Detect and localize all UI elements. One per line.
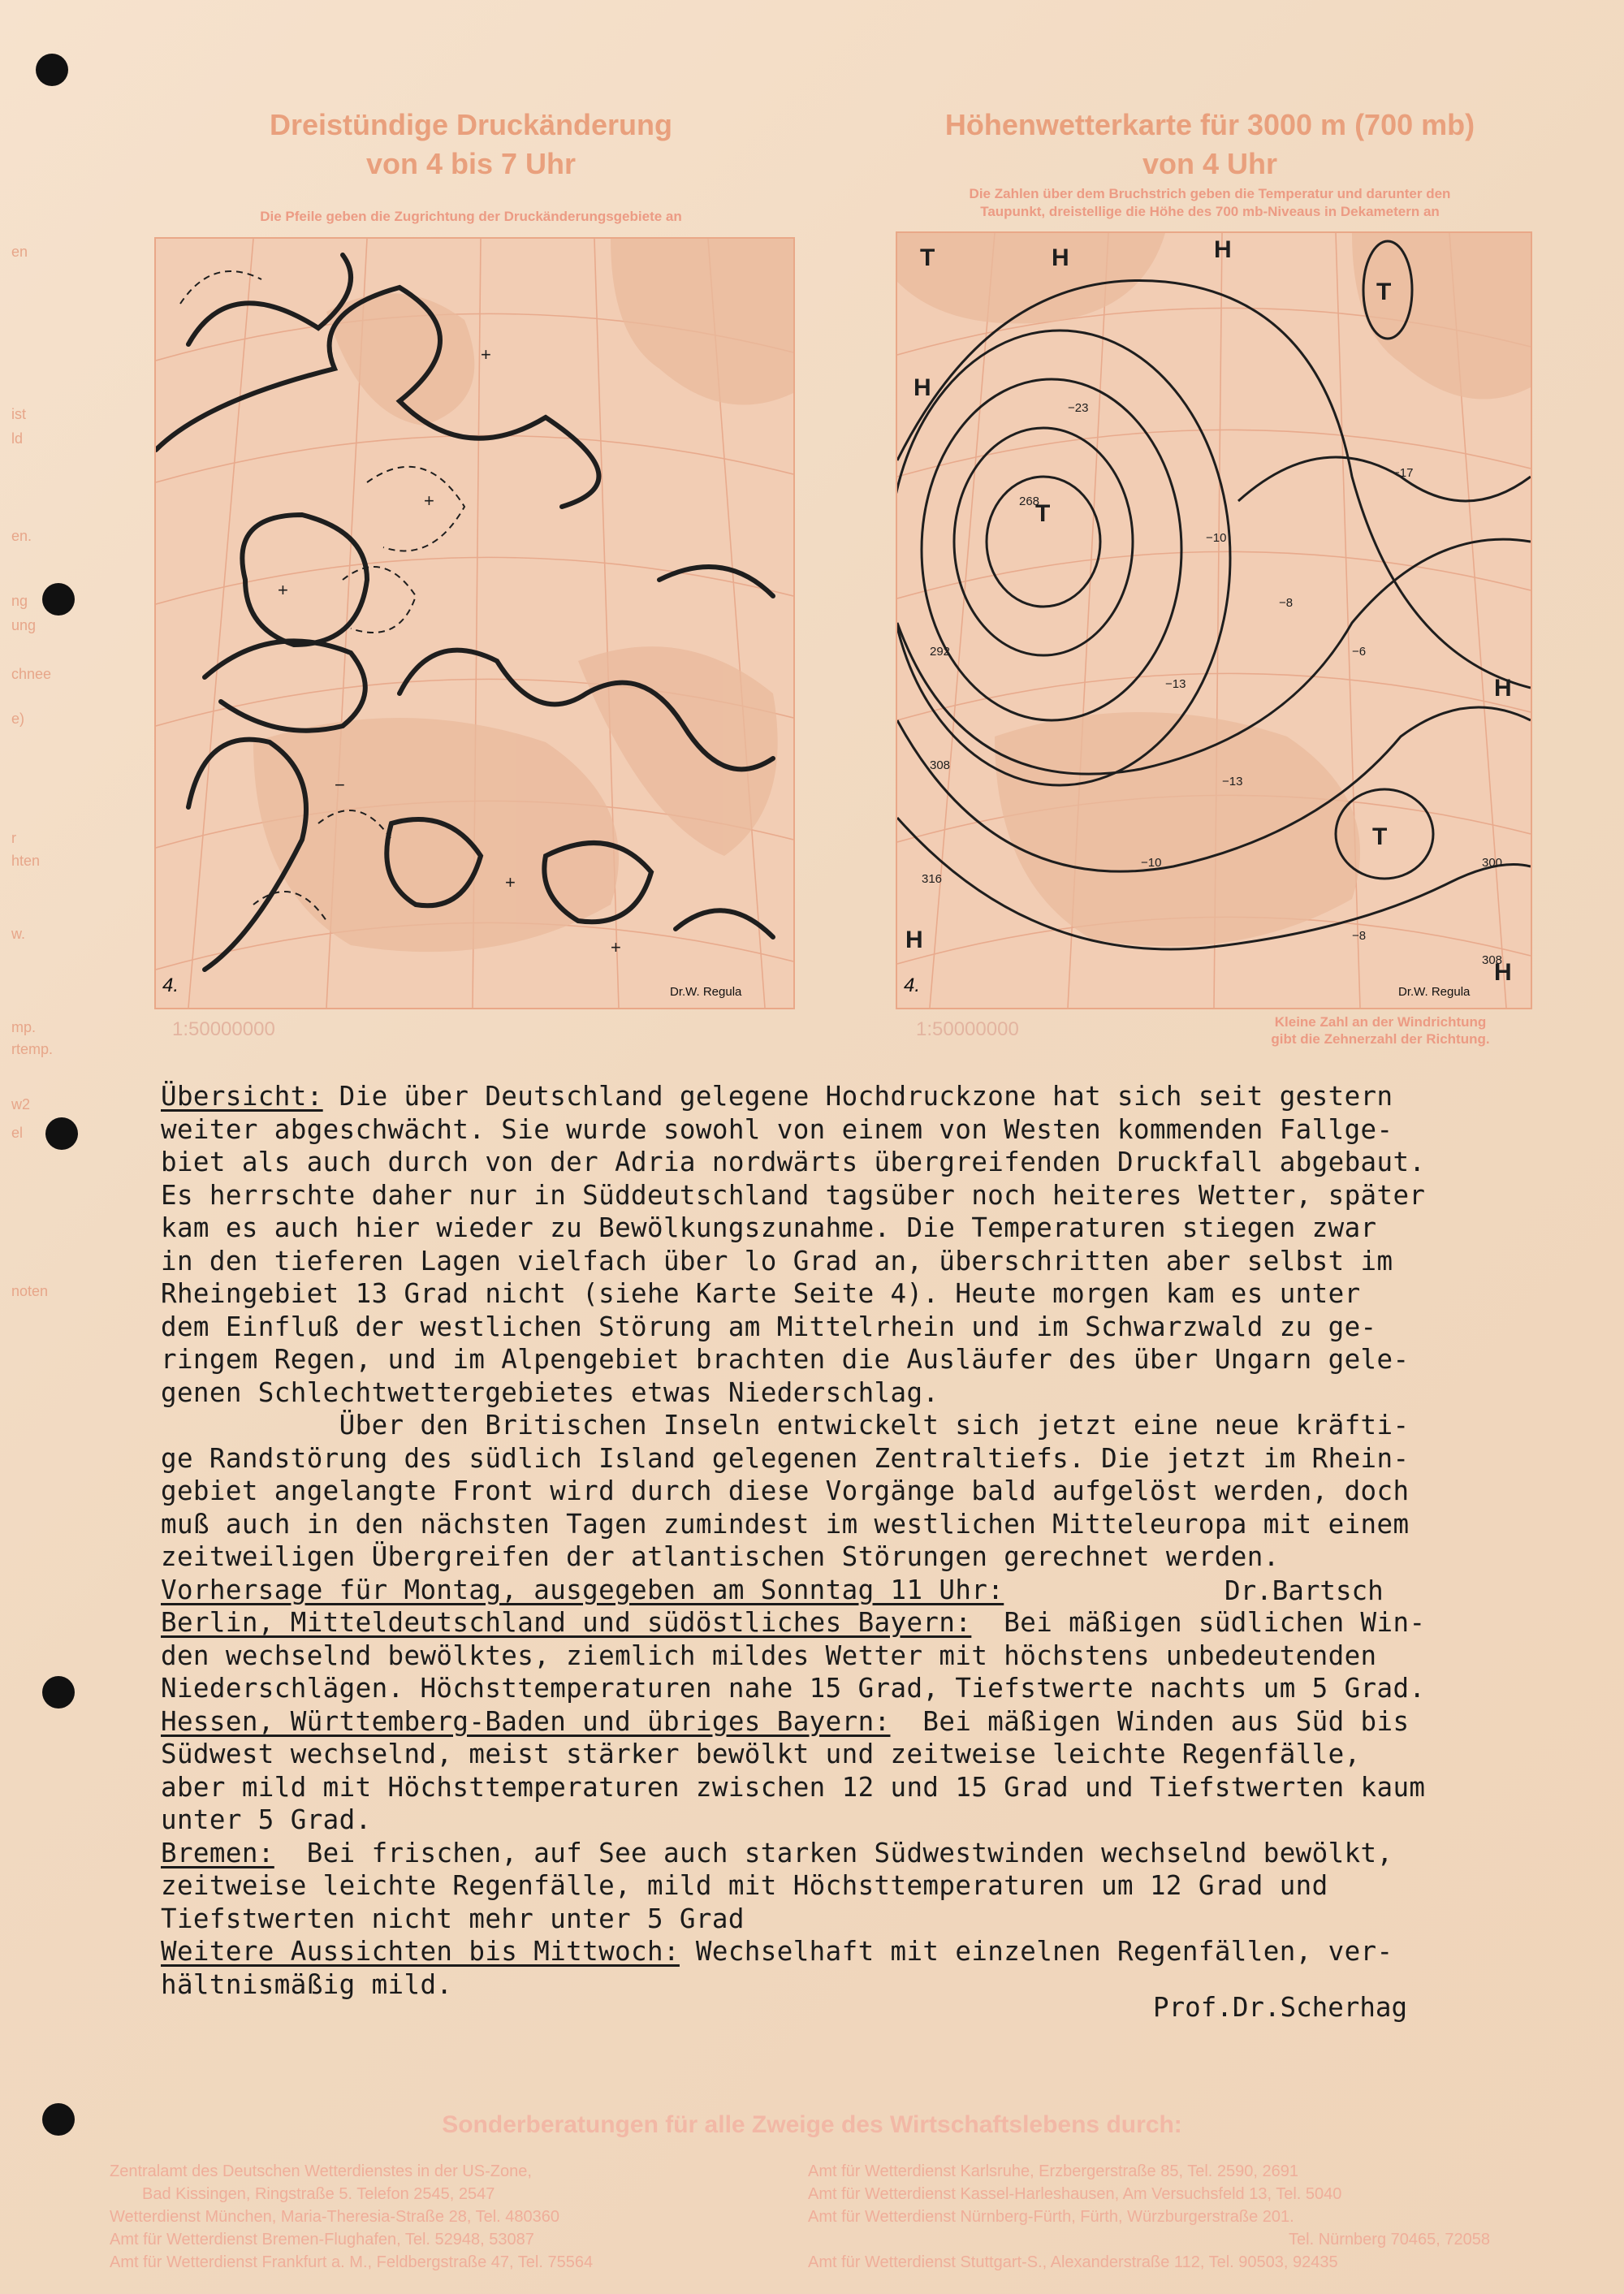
plus-marker: + [278, 580, 288, 600]
svg-text:−23: −23 [1068, 401, 1089, 415]
overview-line: genen Schlechtwettergebietes etwas Niederschlag. [161, 1376, 939, 1408]
region-text: Südwest wechselnd, meist stärker bewölkt und zeitweise leichte Regenfälle, [161, 1739, 1361, 1769]
svg-text:−13: −13 [1222, 775, 1243, 788]
svg-text:316: 316 [922, 872, 943, 886]
footer-line: Amt für Wetterdienst Stuttgart-S., Alexanderstraße 112, Tel. 90503, 92435 [808, 2253, 1338, 2271]
region-text: Tiefstwerten nicht mehr unter 5 Grad [161, 1903, 745, 1934]
overview-line: gebiet angelangte Front wird durch diese Vorgänge bald aufgelöst werden, doch [161, 1475, 1410, 1506]
plus-marker: + [611, 937, 621, 957]
svg-text:−8: −8 [1279, 596, 1294, 610]
outlook-label: Weitere Aussichten bis Mittwoch: [161, 1936, 680, 1967]
overview-line: biet als auch durch von der Adria nordwärts übergreifenden Druckfall abgebaut. [161, 1147, 1426, 1177]
left-map-author: Dr.W. Regula [670, 985, 742, 999]
plus-marker: + [481, 344, 491, 365]
high-marker: H [1052, 244, 1069, 271]
svg-text:−6: −6 [1352, 645, 1367, 659]
margin-note: en [11, 244, 28, 260]
left-map-title-line2: von 4 bis 7 Uhr [365, 147, 577, 180]
overview-line: ringem Regen, und im Alpengebiet brachten die Ausläufer des über Ungarn gele- [161, 1344, 1410, 1375]
margin-note: hten [11, 853, 41, 869]
region-text: zeitweise leichte Regenfälle, mild mit Höchsttemperaturen um 12 Grad und [161, 1870, 1328, 1901]
margin-note: en. [11, 528, 32, 544]
low-marker: T [1372, 823, 1388, 850]
margin-note: chnee [11, 666, 52, 682]
margin-note: mp. [11, 1019, 37, 1035]
overview-line: muß auch in den nächsten Tagen zumindest im westlichen Mitteleuropa mit einem [161, 1508, 1410, 1540]
overview-line: in den tieferen Lagen vielfach über lo Grad an, überschritten aber selbst im [161, 1245, 1393, 1277]
svg-text:−8: −8 [1352, 929, 1367, 943]
high-marker: H [1494, 959, 1512, 986]
high-marker: H [1214, 236, 1232, 263]
plus-marker: + [424, 490, 434, 511]
overview-line: Über den Britischen Inseln entwickelt sich jetzt eine neue kräfti- [161, 1410, 1410, 1441]
svg-text:300: 300 [1482, 856, 1503, 870]
margin-note: noten [11, 1283, 49, 1299]
overview-line: Rheingebiet 13 Grad nicht (siehe Karte Seite 4). Heute morgen kam es unter [161, 1278, 1361, 1309]
right-map-subtitle-line2: Taupunkt, dreistellige die Höhe des 700 mb-Niveaus in Dekametern an [980, 204, 1440, 219]
right-map-subtitle-line1: Die Zahlen über dem Bruchstrich geben die Temperatur und darunter den [969, 186, 1451, 201]
footer-left [110, 2160, 727, 2274]
margin-note: r [11, 830, 16, 846]
high-marker: H [1494, 675, 1512, 702]
forecast-signature: Prof.Dr.Scherhag [1153, 1992, 1408, 2023]
region-text: aber mild mit Höchsttemperaturen zwischen 12 und 15 Grad und Tiefstwerten kaum [161, 1771, 1426, 1803]
footer-title: Sonderberatungen für alle Zweige des Wirtschaftslebens durch: [442, 2111, 1182, 2138]
footer-right [808, 2160, 1522, 2274]
outlook-text: hältnismäßig mild. [161, 1968, 453, 2000]
overview-line: zeitweiligen Übergreifen der atlantischen Störungen gerechnet werden. [161, 1541, 1280, 1572]
low-marker: T [1376, 279, 1392, 305]
footer-line: Bad Kissingen, Ringstraße 5. Telefon 2545, 2547 [142, 2185, 495, 2203]
overview-line: Die über Deutschland gelegene Hochdruckzone hat sich seit gestern [322, 1081, 1393, 1112]
upper-air-chart [897, 233, 1531, 1008]
overview-line: ge Randstörung des südlich Island gelegenen Zentraltiefs. Die jetzt im Rhein- [161, 1442, 1410, 1474]
margin-note: ist [11, 406, 26, 422]
margin-note: e) [11, 711, 25, 727]
region-text: den wechselnd bewölktes, ziemlich mildes Wetter mit höchstens unbedeutenden [161, 1639, 1377, 1671]
low-marker: T [1035, 500, 1051, 527]
left-map-subtitle: Die Pfeile geben die Zugrichtung der Druckänderungsgebiete an [260, 209, 682, 224]
margin-note: ld [11, 430, 24, 447]
footer-line: Zentralamt des Deutschen Wetterdienstes in der US-Zone, [110, 2162, 532, 2180]
high-marker: T [920, 244, 935, 271]
left-map-title-line1: Dreistündige Druckänderung [269, 108, 673, 141]
left-map-number: 4. [162, 974, 179, 996]
region-text: Bei mäßigen südlichen Win- [971, 1607, 1426, 1638]
region-label-hessen: Hessen, Württemberg-Baden und übriges Bayern: [161, 1705, 891, 1737]
outlook-text: Wechselhaft mit einzelnen Regenfällen, ver- [679, 1936, 1393, 1967]
overview-signature: Dr.Bartsch [1224, 1575, 1384, 1606]
upper-air-map [896, 231, 1532, 1009]
report-text [161, 1080, 1557, 2001]
margin-note: ng [11, 593, 28, 609]
svg-text:−10: −10 [1141, 856, 1162, 870]
margin-note: rtemp. [11, 1041, 54, 1057]
region-text: Bei mäßigen Winden aus Süd bis [890, 1705, 1410, 1737]
footer-line: Amt für Wetterdienst Kassel-Harleshausen, Am Versuchsfeld 13, Tel. 5040 [808, 2185, 1342, 2203]
svg-text:−17: −17 [1393, 466, 1414, 480]
punch-hole [42, 583, 75, 616]
footer-line: Amt für Wetterdienst Nürnberg-Fürth, Fürth, Würzburgerstraße 201. [808, 2208, 1294, 2226]
region-label-bremen: Bremen: [161, 1837, 274, 1868]
left-map-scale: 1:50000000 [172, 1018, 275, 1040]
right-map-number: 4. [904, 974, 921, 996]
margin-note: w. [11, 926, 26, 942]
punch-hole [36, 54, 68, 86]
svg-text:292: 292 [930, 645, 951, 659]
region-text: Niederschlägen. Höchsttemperaturen nahe 15 Grad, Tiefstwerte nachts um 5 Grad. [161, 1673, 1426, 1704]
minus-marker: − [335, 775, 345, 795]
right-map-subtitle [893, 185, 1527, 221]
left-map-title [154, 106, 788, 184]
pressure-change-chart [156, 239, 793, 1008]
svg-text:−10: −10 [1206, 531, 1227, 545]
footer-line: Amt für Wetterdienst Frankfurt a. M., Feldbergstraße 47, Tel. 75564 [110, 2253, 594, 2271]
margin-note: ung [11, 617, 37, 633]
right-map-note-line2: gibt die Zehnerzahl der Richtung. [1271, 1031, 1490, 1047]
high-marker: H [905, 927, 923, 953]
region-text: Bei frischen, auf See auch starken Südwestwinden wechselnd bewölkt, [274, 1837, 1393, 1868]
margin-note: w2 [11, 1096, 31, 1112]
high-marker: H [914, 374, 931, 401]
svg-text:308: 308 [930, 758, 951, 772]
footer-line: Amt für Wetterdienst Karlsruhe, Erzbergerstraße 85, Tel. 2590, 2691 [808, 2162, 1299, 2180]
right-map-title-line2: von 4 Uhr [1142, 147, 1278, 180]
overview-line: dem Einfluß der westlichen Störung am Mittelrhein und im Schwarzwald zu ge- [161, 1311, 1377, 1342]
margin-note: el [11, 1125, 24, 1141]
footer-line: Wetterdienst München, Maria-Theresia-Straße 28, Tel. 480360 [110, 2208, 559, 2226]
region-text: unter 5 Grad. [161, 1804, 372, 1835]
punch-hole [42, 1676, 75, 1709]
forecast-heading: Vorhersage für Montag, ausgegeben am Sonntag 11 Uhr: [161, 1574, 1004, 1605]
overview-line: Es herrschte daher nur in Süddeutschland tagsüber noch heiteres Wetter, später [161, 1179, 1426, 1211]
right-map-note [1218, 1013, 1543, 1048]
region-label-berlin: Berlin, Mitteldeutschland und südöstliches Bayern: [161, 1607, 972, 1638]
footer-line: Tel. Nürnberg 70465, 72058 [1289, 2231, 1490, 2249]
right-map-title-line1: Höhenwetterkarte für 3000 m (700 mb) [944, 108, 1475, 141]
right-map-scale: 1:50000000 [916, 1018, 1019, 1040]
overview-line: kam es auch hier wieder zu Bewölkungszunahme. Die Temperaturen stiegen zwar [161, 1212, 1377, 1243]
overview-line: weiter abgeschwächt. Sie wurde sowohl von einem von Westen kommenden Fallge- [161, 1113, 1393, 1145]
svg-text:268: 268 [1019, 495, 1040, 508]
right-map-title [893, 106, 1527, 184]
overview-label: Übersicht: [161, 1081, 323, 1112]
plus-marker: + [505, 872, 516, 892]
right-map-author: Dr.W. Regula [1398, 985, 1471, 999]
pressure-change-map [154, 237, 795, 1009]
punch-hole [45, 1117, 78, 1150]
svg-text:−13: −13 [1165, 677, 1186, 691]
svg-text:308: 308 [1482, 953, 1503, 967]
right-map-note-line1: Kleine Zahl an der Windrichtung [1274, 1014, 1487, 1030]
footer-line: Amt für Wetterdienst Bremen-Flughafen, Tel. 52948, 53087 [110, 2231, 534, 2249]
